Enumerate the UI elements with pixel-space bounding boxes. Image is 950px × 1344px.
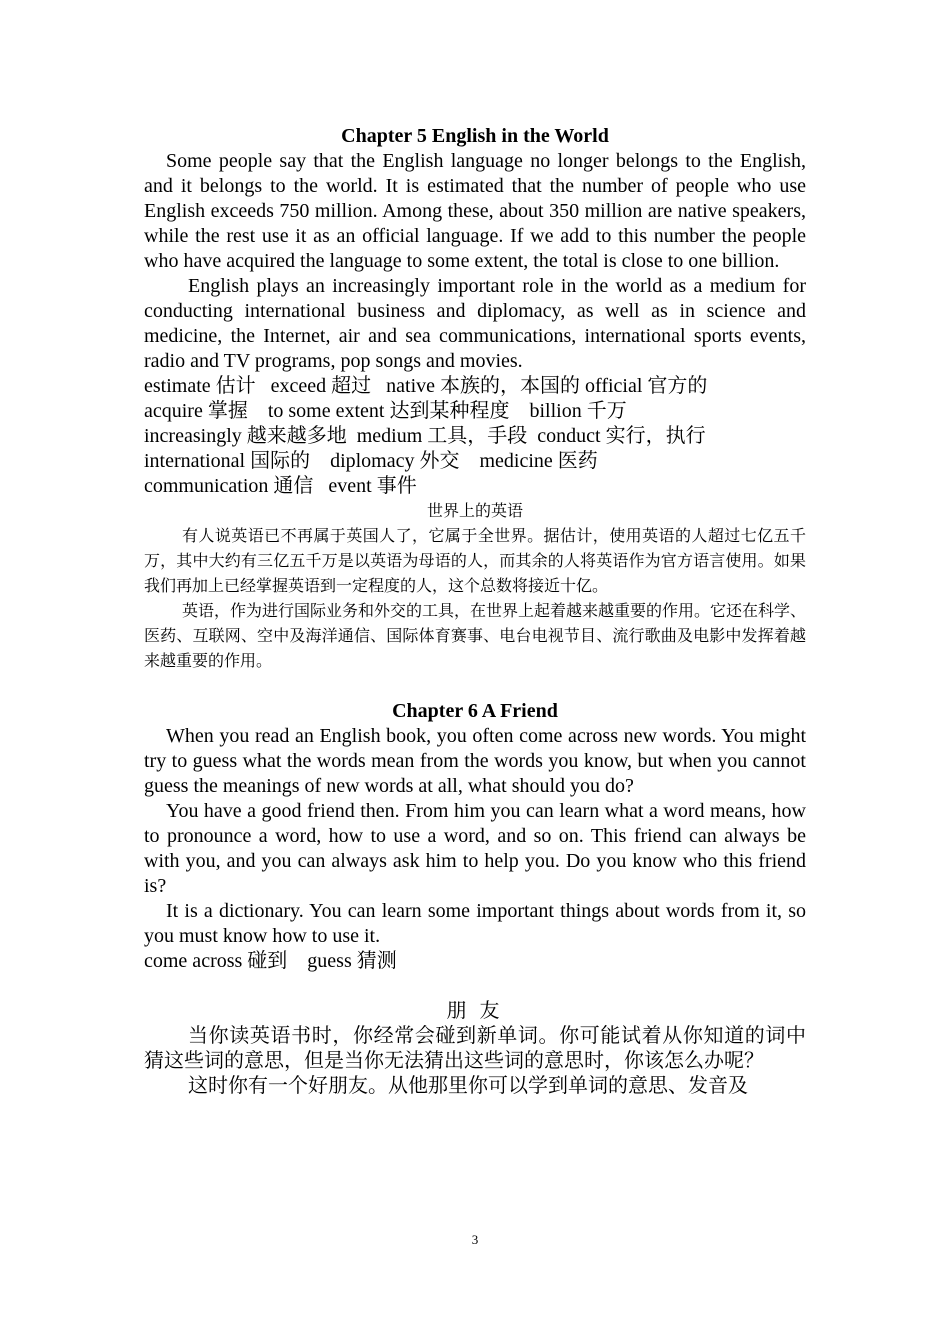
vocab-line: acquire 掌握 to some extent 达到某种程度 billion 千万 bbox=[144, 400, 627, 422]
chapter-5-chinese-title: 世界上的英语 bbox=[426, 503, 523, 520]
chapter-6-vocabulary: come across 碰到 guess 猜测 bbox=[144, 950, 397, 972]
chapter-6-paragraph-2: You have a good friend then. From him you can learn what a word means, how to pronounce a word, how to use a word, and so on. This friend can always be with you, and you can always ask him to help you. Do you know who this friend is? bbox=[144, 800, 806, 897]
chapter-5-paragraph-2: English plays an increasingly important role in the world as a medium for conducting international business and diplomacy, as well as in science and medicine, the Internet, air and sea communications, international sports events, radio and TV programs, pop songs and movies. bbox=[144, 275, 806, 372]
chapter-5-chinese-paragraph-1: 有人说英语已不再属于英国人了，它属于全世界。据估计，使用英语的人超过七亿五千万，其中大约有三亿五千万是以英语为母语的人，而其余的人将英语作为官方语言使用。如果我们再加上已经掌握英语到一定程度的人，这个总数将接近十亿。 bbox=[144, 528, 806, 595]
chapter-5-title: Chapter 5 English in the World bbox=[341, 125, 609, 147]
chapter-6-chinese-paragraph-1: 当你读英语书时，你经常会碰到新单词。你可能试着从你知道的词中猜这些词的意思，但是当你无法猜出这些词的意思时，你该怎么办呢？ bbox=[144, 1025, 806, 1072]
section-spacer bbox=[144, 674, 806, 699]
vocab-line: estimate 估计 exceed 超过 native 本族的，本国的 official 官方的 bbox=[144, 375, 708, 397]
vocab-line: increasingly 越来越多地 medium 工具，手段 conduct 实行，执行 bbox=[144, 425, 706, 447]
chapter-6-paragraph-1: When you read an English book, you often come across new words. You might try to guess what the words mean from the words you know, but when you cannot guess the meanings of new words at all, what should you do? bbox=[144, 725, 806, 797]
page-number: 3 bbox=[471, 1232, 479, 1247]
vocab-line: international 国际的 diplomacy 外交 medicine 医药 bbox=[144, 450, 598, 472]
chapter-5-chinese-paragraph-2: 英语，作为进行国际业务和外交的工具，在世界上起着越来越重要的作用。它还在科学、医药、互联网、空中及海洋通信、国际体育赛事、电台电视节目、流行歌曲及电影中发挥着越来越重要的作用。 bbox=[144, 603, 807, 670]
chapter-6-chinese-title: 朋 友 bbox=[446, 1000, 504, 1022]
section-spacer bbox=[144, 974, 806, 999]
chapter-5-vocabulary bbox=[144, 374, 806, 499]
chapter-6-paragraph-3: It is a dictionary. You can learn some important things about words from it, so you must know how to use it. bbox=[144, 900, 806, 947]
document-page bbox=[144, 124, 806, 1099]
chapter-5-paragraph-1: Some people say that the English language no longer belongs to the English, and it belongs to the world. It is estimated that the number of people who use English exceeds 750 million. Among these, about 350 million are native speakers, while the rest use it as an official language. If we add to this number the people who have acquired the language to some extent, the total is close to one billion. bbox=[144, 150, 806, 272]
chapter-6-title: Chapter 6 A Friend bbox=[392, 700, 558, 722]
chapter-6-chinese-paragraph-2: 这时你有一个好朋友。从他那里你可以学到单词的意思、发音及 bbox=[188, 1075, 748, 1097]
vocab-line: communication 通信 event 事件 bbox=[144, 475, 417, 497]
